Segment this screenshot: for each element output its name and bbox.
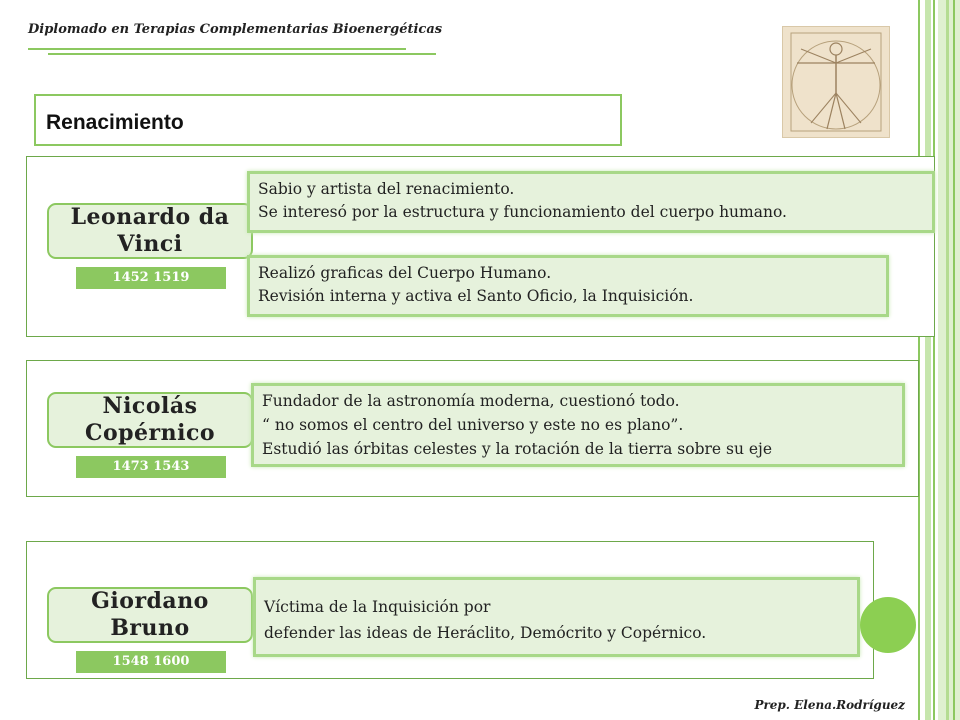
person-years-bruno: 1548 1600 [76,651,226,673]
header-subtitle: Diplomado en Terapias Complementarias Bioenergéticas [28,22,443,37]
decor-stripe [946,0,949,720]
section-title: Renacimiento [46,111,184,134]
person-note-bruno: Víctima de la Inquisición por defender las ideas de Heráclito, Demócrito y Copérnico. [253,577,860,657]
person-years-leonardo: 1452 1519 [76,267,226,289]
person-note-copernico: Fundador de la astronomía moderna, cuestionó todo. “ no somos el centro del universo y este no es plano”. Estudió las órbitas celestes y la rotación de la tierra sobre su eje [251,383,905,467]
decor-circle [860,597,916,653]
person-note-leonardo-1: Sabio y artista del renacimiento. Se interesó por la estructura y funcionamiento del cuerpo humano. [247,171,935,233]
decor-stripe [925,0,931,720]
vitruvian-man-image [782,26,890,138]
person-note-leonardo-2: Realizó graficas del Cuerpo Humano. Revisión interna y activa el Santo Oficio, la Inquisición. [247,255,889,317]
decor-stripe [938,0,960,720]
header-divider [28,48,406,50]
section-title-box [34,94,622,146]
footer-credit: Prep. Elena.Rodríguez [754,698,905,712]
person-name-bruno: Giordano Bruno [47,587,253,643]
decor-stripe [933,0,935,720]
decor-stripe [953,0,955,720]
person-name-copernico: Nicolás Copérnico [47,392,253,448]
header-divider [48,53,436,55]
person-name-leonardo: Leonardo da Vinci [47,203,253,259]
person-years-copernico: 1473 1543 [76,456,226,478]
